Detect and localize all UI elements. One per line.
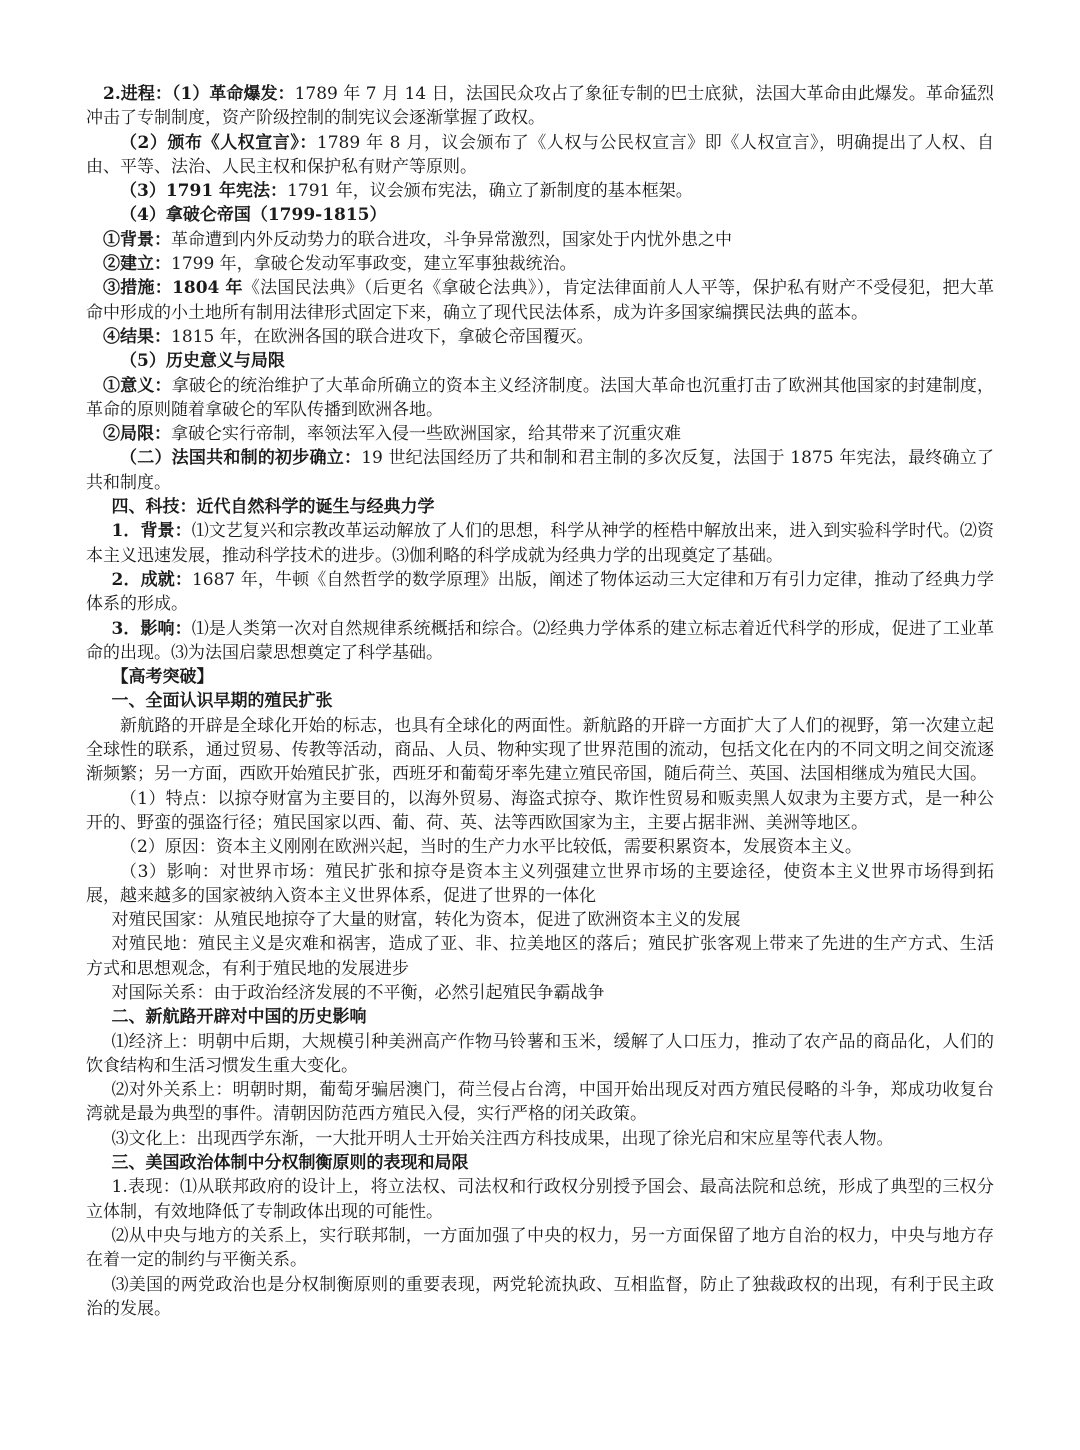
paragraph xyxy=(86,1127,994,1151)
paragraph-heading: 2.进程：（1）革命爆发： xyxy=(103,84,295,104)
paragraph-text: 对殖民地：殖民主义是灾难和祸害，造成了亚、非、拉美地区的落后；殖民扩张客观上带来了先进的生产方式、生活方式和思想观念，有利于殖民地的发展进步 xyxy=(86,934,994,979)
paragraph-heading: 2．成就： xyxy=(111,569,192,590)
paragraph-heading: （4）拿破仑帝国（1799-1815） xyxy=(120,205,387,226)
paragraph-text: 1.表现：⑴从联邦政府的设计上，将立法权、司法权和行政权分别授予国会、最高法院和总统，形成了典型的三权分立体制，有效地降低了专制政体出现的可能性。 xyxy=(86,1177,994,1222)
paragraph xyxy=(86,228,994,252)
paragraph xyxy=(86,1273,994,1322)
paragraph-text: ⑶美国的两党政治也是分权制衡原则的重要表现，两党轮流执政、互相监督，防止了独裁政权的出现，有利于民主政治的发展。 xyxy=(86,1274,994,1319)
paragraph-heading: 【高考突破】 xyxy=(111,667,214,688)
paragraph-heading: 四、科技：近代自然科学的诞生与经典力学 xyxy=(111,497,435,518)
paragraph-text: ⑴文艺复兴和宗教改革运动解放了人们的思想，科学从神学的桎梏中解放出来，进入到实验科学时代。⑵资本主义迅速发展，推动科学技术的进步。⑶伽利略的科学成就为经典力学的出现奠定了基础。 xyxy=(86,521,994,566)
paragraph xyxy=(86,422,994,446)
paragraph xyxy=(86,446,994,495)
paragraph xyxy=(86,787,994,836)
paragraph xyxy=(86,349,994,373)
paragraph-heading: 二、新航路开辟对中国的历史影响 xyxy=(111,1007,367,1028)
paragraph xyxy=(86,617,994,666)
paragraph xyxy=(86,276,994,325)
paragraph-heading: （2）颁布《人权宣言》： xyxy=(120,132,317,153)
paragraph-text: 新航路的开辟是全球化开始的标志，也具有全球化的两面性。新航路的开辟一方面扩大了人们的视野，第一次建立起全球性的联系，通过贸易、传教等活动，商品、人员、物种实现了世界范围的流动，包括文化在内的不同文明之间交流逐渐频繁；另一方面，西欧开始殖民扩张，西班牙和葡萄牙率先建立殖民帝国，随后荷兰、英国、法国相继成为殖民大国。 xyxy=(86,715,994,785)
paragraph-text: 1687 年，牛顿《自然哲学的数学原理》出版，阐述了物体运动三大定律和万有引力定律，推动了经典力学体系的形成。 xyxy=(86,569,994,615)
paragraph-text: 拿破仑的统治维护了大革命所确立的资本主义经济制度。法国大革命也沉重打击了欧洲其他国家的封建制度，革命的原则随着拿破仑的军队传播到欧洲各地。 xyxy=(86,375,995,420)
paragraph-text: （1）特点：以掠夺财富为主要目的，以海外贸易、海盗式掠夺、欺诈性贸易和贩卖黑人奴隶为主要方式，是一种公开的、野蛮的强盗行径；殖民国家以西、葡、荷、英、法等西欧国家为主，主要占据非洲、美洲等地区。 xyxy=(86,788,994,833)
paragraph-heading: ①意义： xyxy=(103,375,172,396)
paragraph xyxy=(86,860,994,909)
paragraph-heading: ③措施：1804 年 xyxy=(103,278,243,299)
paragraph-heading: 3．影响： xyxy=(111,618,192,639)
paragraph xyxy=(86,252,994,276)
paragraph-heading: 三、美国政治体制中分权制衡原则的表现和局限 xyxy=(111,1153,469,1174)
paragraph xyxy=(86,932,994,981)
paragraph-heading: （二）法国共和制的初步确立： xyxy=(120,448,362,469)
paragraph-text: ⑴经济上：明朝中后期，大规模引种美洲高产作物马铃薯和玉米，缓解了人口压力，推动了农产品的商品化，人们的饮食结构和生活习惯发生重大变化。 xyxy=(86,1031,994,1076)
paragraph xyxy=(86,1224,994,1273)
paragraph xyxy=(86,835,994,859)
paragraph xyxy=(86,1005,994,1029)
paragraph xyxy=(86,179,994,203)
paragraph xyxy=(86,374,994,423)
paragraph-text: （2）原因：资本主义刚刚在欧洲兴起，当时的生产力水平比较低，需要积累资本，发展资本主义。 xyxy=(120,837,862,858)
paragraph xyxy=(86,908,994,932)
paragraph-heading: （5）历史意义与局限 xyxy=(120,351,285,372)
paragraph-text: 对殖民国家：从殖民地掠夺了大量的财富，转化为资本，促进了欧洲资本主义的发展 xyxy=(111,910,741,931)
paragraph-text: ⑴是人类第一次对自然规律系统概括和综合。⑵经典力学体系的建立标志着近代科学的形成，促进了工业革命的出现。⑶为法国启蒙思想奠定了科学基础。 xyxy=(86,618,994,663)
paragraph-text: ⑶文化上：出现西学东渐，一大批开明人士开始关注西方科技成果，出现了徐光启和宋应星等代表人物。 xyxy=(111,1128,894,1149)
paragraph xyxy=(86,82,994,131)
paragraph-text: 1789 年 7 月 14 日，法国民众攻占了象征专制的巴士底狱，法国大革命由此爆发。革命猛烈冲击了专制制度，资产阶级控制的制宪议会逐渐掌握了政权。 xyxy=(86,84,994,129)
paragraph-text: ⑵对外关系上：明朝时期，葡萄牙骗居澳门，荷兰侵占台湾，中国开始出现反对西方殖民侵略的斗争，郑成功收复台湾就是最为典型的事件。清朝因防范西方殖民入侵，实行严格的闭关政策。 xyxy=(86,1080,994,1125)
paragraph-text: 19 世纪法国经历了共和制和君主制的多次反复，法国于 1875 年宪法，最终确立了共和制度。 xyxy=(86,448,995,493)
paragraph xyxy=(86,1078,994,1127)
paragraph xyxy=(86,665,994,689)
paragraph-text: 1791 年，议会颁布宪法，确立了新制度的基本框架。 xyxy=(287,181,693,202)
paragraph-heading: （3）1791 年宪法： xyxy=(120,181,288,202)
paragraph xyxy=(86,568,994,617)
paragraph-heading: ④结果： xyxy=(103,326,171,347)
paragraph xyxy=(86,495,994,519)
paragraph xyxy=(86,519,994,568)
paragraph xyxy=(86,981,994,1005)
paragraph xyxy=(86,1030,994,1079)
paragraph xyxy=(86,325,994,349)
paragraph-text: 对国际关系：由于政治经济发展的不平衡，必然引起殖民争霸战争 xyxy=(111,982,605,1003)
paragraph-heading: 一、全面认识早期的殖民扩张 xyxy=(111,691,333,712)
paragraph-text: 1789 年 8 月，议会颁布了《人权与公民权宣言》即《人权宣言》，明确提出了人权、自由、平等、法治、人民主权和保护私有财产等原则。 xyxy=(86,132,995,177)
paragraph-heading: ②局限： xyxy=(103,424,171,445)
paragraph-text: 拿破仑实行帝制，率领法军入侵一些欧洲国家，给其带来了沉重灾难 xyxy=(171,424,681,445)
paragraph xyxy=(86,131,994,180)
paragraph-text: 《法国民法典》（后更名《拿破仑法典》），肯定法律面前人人平等，保护私有财产不受侵犯，把大革命中形成的小土地所有制用法律形式固定下来，确立了现代民法体系，成为许多国家编撰民法典的蓝本。 xyxy=(86,278,994,323)
paragraph xyxy=(86,714,994,787)
paragraph xyxy=(86,203,994,227)
paragraph-text: （3）影响：对世界市场：殖民扩张和掠夺是资本主义列强建立世界市场的主要途径，使资本主义世界市场得到拓展，越来越多的国家被纳入资本主义世界体系，促进了世界的一体化 xyxy=(86,861,994,906)
paragraph xyxy=(86,1151,994,1175)
paragraph xyxy=(86,1175,994,1224)
paragraph xyxy=(86,689,994,713)
paragraph-heading: ①背景： xyxy=(103,229,171,250)
paragraph-text: 1799 年，拿破仑发动军事政变，建立军事独裁统治。 xyxy=(171,254,577,275)
paragraph-heading: ②建立： xyxy=(103,254,171,275)
paragraph-text: 1815 年，在欧洲各国的联合进攻下，拿破仑帝国覆灭。 xyxy=(171,326,594,347)
paragraph-text: 革命遭到内外反动势力的联合进攻，斗争异常激烈，国家处于内忧外患之中 xyxy=(171,229,732,250)
paragraph-heading: 1．背景： xyxy=(111,521,192,542)
paragraph-text: ⑵从中央与地方的关系上，实行联邦制，一方面加强了中央的权力，另一方面保留了地方自治的权力，中央与地方存在着一定的制约与平衡关系。 xyxy=(86,1225,994,1271)
